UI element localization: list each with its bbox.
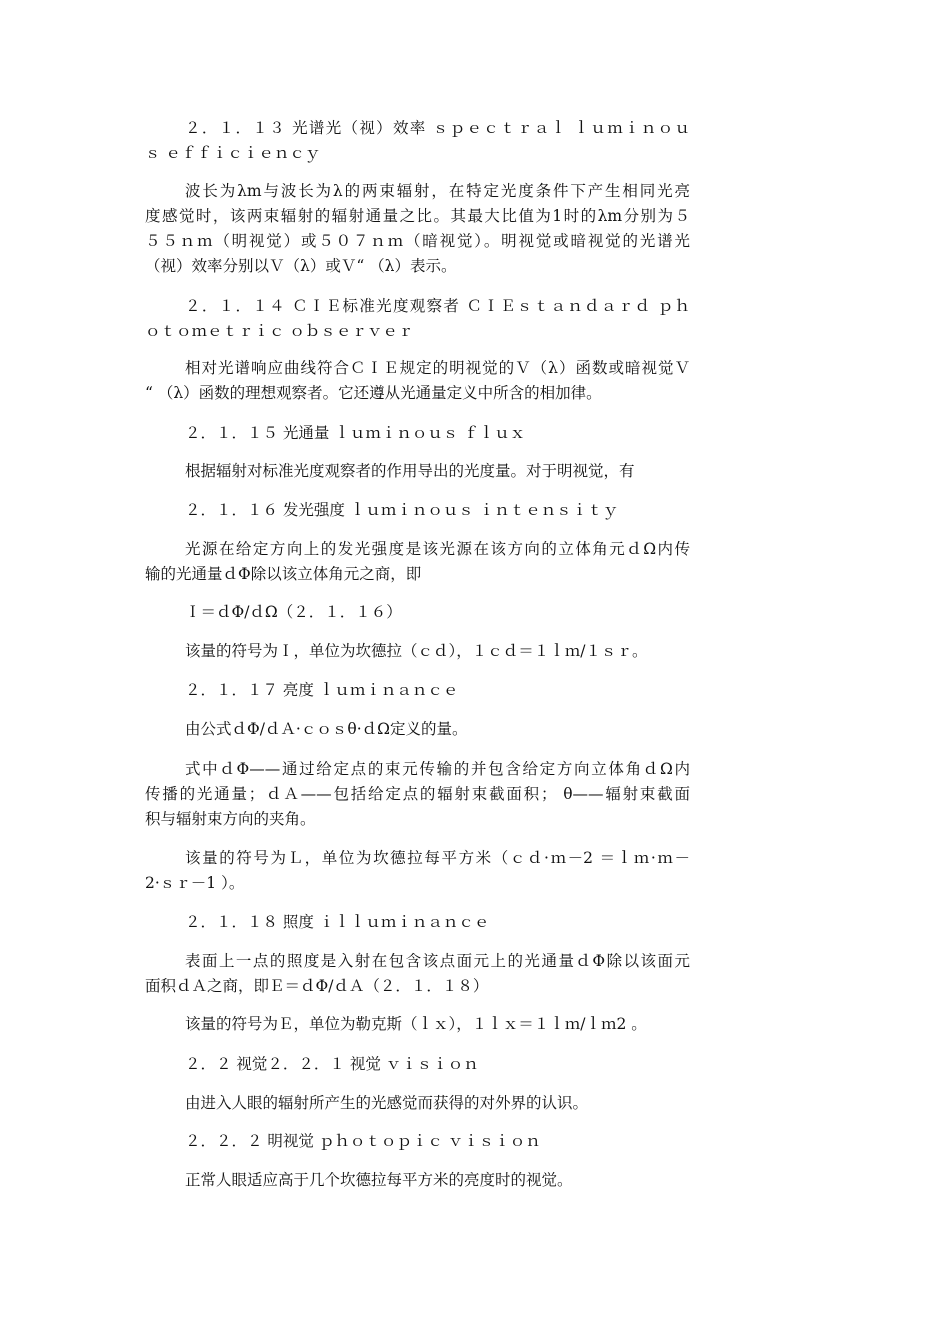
paragraph-2-1-15 <box>145 459 690 484</box>
paragraph-line: 由公式ｄΦ/ｄＡ·ｃｏｓθ·ｄΩ定义的量。 <box>185 720 468 738</box>
formula-2-1-16 <box>145 600 690 625</box>
paragraph-2-1-13 <box>145 179 690 279</box>
paragraph-line: 表面上一点的照度是入射在包含该点面元上的光通量ｄΦ除以该面元 <box>185 952 690 970</box>
paragraph-line: ５５ｎｍ（明视觉）或５０７ｎｍ（暗视觉）。明视觉或暗视觉的光谱光 <box>145 232 690 250</box>
paragraph-line: 根据辐射对标准光度观察者的作用导出的光度量。对于明视觉，有 <box>185 462 635 480</box>
section-heading-2-1-16 <box>145 498 690 523</box>
section-heading-2-1-17 <box>145 678 690 703</box>
paragraph-line: 由进入人眼的辐射所产生的光感觉而获得的对外界的认识。 <box>185 1094 589 1112</box>
paragraph-line: 2·ｓｒ－1 ）。 <box>145 874 245 892</box>
paragraph-2-1-18-definition <box>145 949 690 999</box>
formula-line: Ｉ＝ｄΦ/ｄΩ（２．１．１６） <box>185 603 402 621</box>
heading-line: ｓ ｅｆｆｉｃｉｅｎｃｙ <box>145 144 321 162</box>
paragraph-2-1-18-unit <box>145 1012 690 1037</box>
paragraph-2-1-14 <box>145 356 690 406</box>
paragraph-line: 波长为λm与波长为λ的两束辐射，在特定光度条件下产生相同光亮 <box>185 182 690 200</box>
paragraph-line: 相对光谱响应曲线符合ＣＩＥ规定的明视觉的Ｖ（λ）函数或暗视觉Ｖ <box>185 359 690 377</box>
paragraph-line: 输的光通量ｄΦ除以该立体角元之商，即 <box>145 565 422 583</box>
heading-line: ２．１．１３ 光谱光（视）效率 ｓｐｅｃｔｒａｌ ｌｕｍｉｎｏｕ <box>185 119 690 137</box>
paragraph-2-1-16-definition <box>145 537 690 587</box>
paragraph-line: 式中ｄΦ——通过给定点的束元传输的并包含给定方向立体角ｄΩ内 <box>185 760 690 778</box>
paragraph-line: 该量的符号为Ｌ，单位为坎德拉每平方米（ｃｄ·ｍ－2 ＝ｌｍ·ｍ－ <box>185 849 690 867</box>
section-heading-2-2 <box>145 1052 690 1077</box>
paragraph-line: （视）效率分别以Ｖ（λ）或Ｖ“ （λ）表示。 <box>145 257 457 275</box>
heading-line: ２．１．１４ ＣＩＥ标准光度观察者 ＣＩＥｓｔａｎｄａｒｄ ｐｈ <box>185 297 690 315</box>
paragraph-line: 正常人眼适应高于几个坎德拉每平方米的亮度时的视觉。 <box>185 1171 573 1189</box>
section-heading-2-1-18 <box>145 910 690 935</box>
paragraph-line: 传播的光通量；ｄＡ——包括给定点的辐射束截面积； θ——辐射束截面 <box>145 785 690 803</box>
paragraph-2-2-1 <box>145 1091 690 1116</box>
paragraph-line: “ （λ）函数的理想观察者。它还遵从光通量定义中所含的相加律。 <box>145 384 602 402</box>
heading-line: ２．１．１６ 发光强度 ｌｕｍｉｎｏｕｓ ｉｎｔｅｎｓｉｔｙ <box>185 501 619 519</box>
paragraph-line: 积与辐射束方向的夹角。 <box>145 810 316 828</box>
section-heading-2-2-2 <box>145 1129 690 1154</box>
heading-line: ２．２．２ 明视觉 ｐｈｏｔｏｐｉｃ ｖｉｓｉｏｎ <box>185 1132 541 1150</box>
section-heading-2-1-14 <box>145 294 690 344</box>
heading-line: ２．１．１７ 亮度 ｌｕｍｉｎａｎｃｅ <box>185 681 459 699</box>
heading-line: ２．１．１５ 光通量 ｌｕｍｉｎｏｕｓ ｆｌｕｘ <box>185 424 526 442</box>
paragraph-2-1-17-terms <box>145 757 690 832</box>
paragraph-line: 面积ｄＡ之商，即Ｅ＝ｄΦ/ｄＡ（２．１．１８） <box>145 977 489 995</box>
paragraph-line: 度感觉时，该两束辐射的辐射通量之比。其最大比值为1时的λm分别为５ <box>145 207 690 225</box>
paragraph-2-2-2 <box>145 1168 690 1193</box>
heading-line: ２．２ 视觉２．２．１ 视觉 ｖｉｓｉｏｎ <box>185 1055 479 1073</box>
heading-line: ２．１．１８ 照度 ｉｌｌｕｍｉｎａｎｃｅ <box>185 913 490 931</box>
section-heading-2-1-13 <box>145 116 690 166</box>
section-heading-2-1-15 <box>145 421 690 446</box>
paragraph-2-1-17-formula <box>145 717 690 742</box>
heading-line: ｏｔｏｍｅｔｒｉｃ ｏｂｓｅｒｖｅｒ <box>145 322 414 340</box>
paragraph-line: 该量的符号为Ｅ，单位为勒克斯（ｌｘ），１ｌｘ＝１ｌｍ/ｌｍ2 。 <box>185 1015 647 1033</box>
paragraph-2-1-17-unit <box>145 846 690 896</box>
paragraph-line: 该量的符号为Ｉ，单位为坎德拉（ｃｄ），１ｃｄ＝１ｌｍ/１ｓｒ。 <box>185 642 648 660</box>
paragraph-line: 光源在给定方向上的发光强度是该光源在该方向的立体角元ｄΩ内传 <box>185 540 690 558</box>
paragraph-2-1-16-unit <box>145 639 690 664</box>
